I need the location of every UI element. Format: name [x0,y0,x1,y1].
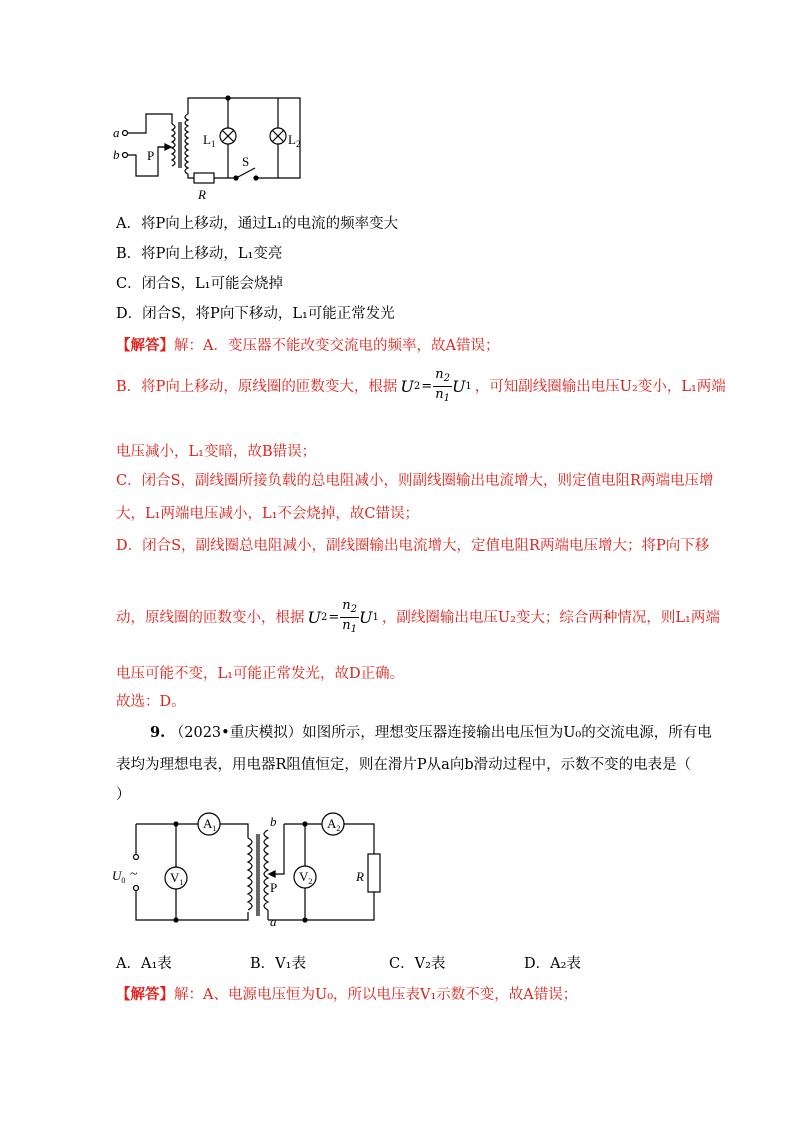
answer-tag: 【解答】 [116,337,174,354]
question-9-stem-line-2: 表均为理想电表，用电器R阻值恒定，则在滑片P从a向b滑动过程中，示数不变的电表是（ [116,757,692,773]
source-u0-label: $U_0$ [112,868,126,885]
option-c: C．闭合S，L₁可能会烧掉 [116,276,283,292]
answer-line-b [116,367,726,406]
lamp-l2-label: $L_2$ [288,132,301,149]
terminal-b-label: b [113,147,120,162]
switch-s-label: S [242,154,250,169]
answer-a-text: 解：A．变压器不能改变交流电的频率，故A错误； [174,338,500,354]
final-choice: 故选：D。 [116,694,186,710]
q9-option-c: C．V₂表 [389,956,446,972]
question-9-stem-text-1: （2023•重庆模拟）如图所示，理想变压器连接输出电压恒为U₀的交流电源，所有电 [169,725,712,741]
option-a: A．将P向上移动，通过L₁的电流的频率变大 [116,216,399,232]
resistor-r-label: R [356,869,364,884]
option-d: D．闭合S，将P向下移动，L₁可能正常发光 [116,306,395,322]
ammeter-voltmeter-circuit-diagram [108,812,393,930]
voltmeter-v2-label: $V_2$ [299,869,313,886]
transformer-circuit-diagram [110,92,310,204]
answer-d2-pre: 动，原线圈的匝数变小，根据 [116,609,305,626]
terminal-a-label: a [113,125,120,140]
q9-answer-tag: 【解答】 [116,986,174,1003]
option-b: B．将P向上移动，L₁变亮 [116,246,283,262]
formula-1: U 2 = $\frac{n_2}{n_1}$ U 1 [400,367,472,404]
voltmeter-v1-label: $V_1$ [170,870,184,887]
q9-option-d: D．A₂表 [524,956,581,972]
slider-p-label: P [147,148,155,163]
terminal-a-label: a [270,914,277,929]
answer-d-line-2 [116,598,720,637]
answer-c-line-2: 大，L₁两端电压减小，L₁不会烧掉，故C错误； [116,506,419,522]
q9-answer-line-1 [116,986,577,1004]
answer-b-post: ，可知副线圈输出电压U₂变小，L₁两端 [474,378,726,395]
answer-b-cont: 电压减小，L₁变暗，故B错误； [116,444,317,460]
question-9-stem-line-1 [150,724,712,742]
ammeter-a1-label: $A_1$ [203,816,217,833]
question-9-stem-line-3: ） [116,787,131,803]
question-number: 9. [150,724,166,741]
answer-d-line-3: 电压可能不变，L₁可能正常发光，故D正确。 [116,666,405,682]
q9-option-b: B．V₁表 [250,956,306,972]
resistor-r-label: R [198,187,206,202]
lamp-l1-label: $L_1$ [203,132,216,149]
answer-line-1 [116,337,499,355]
answer-d2-post: ，副线圈输出电压U₂变大；综合两种情况，则L₁两端 [381,609,720,626]
q9-option-a: A．A₁表 [116,956,172,972]
formula-2: U 2 = $\frac{n_2}{n_1}$ U 1 [307,598,379,635]
terminal-b-label: b [270,814,277,829]
ammeter-a2-label: $A_2$ [327,816,341,833]
slider-p-label: P [270,880,278,895]
q9-answer-a-text: 解：A、电源电压恒为U₀，所以电压表V₁示数不变，故A错误； [174,987,578,1003]
answer-d-line-1: D．闭合S，副线圈总电阻减小，副线圈输出电流增大，定值电阻R两端电压增大；将P向下移 [116,538,710,554]
ac-tilde-label: ~ [130,867,138,882]
answer-c-line-1: C．闭合S，副线圈所接负载的总电阻减小，则副线圈输出电流增大，则定值电阻R两端电压增 [116,473,714,489]
answer-b-pre: B．将P向上移动，原线圈的匝数变大，根据 [116,378,398,395]
